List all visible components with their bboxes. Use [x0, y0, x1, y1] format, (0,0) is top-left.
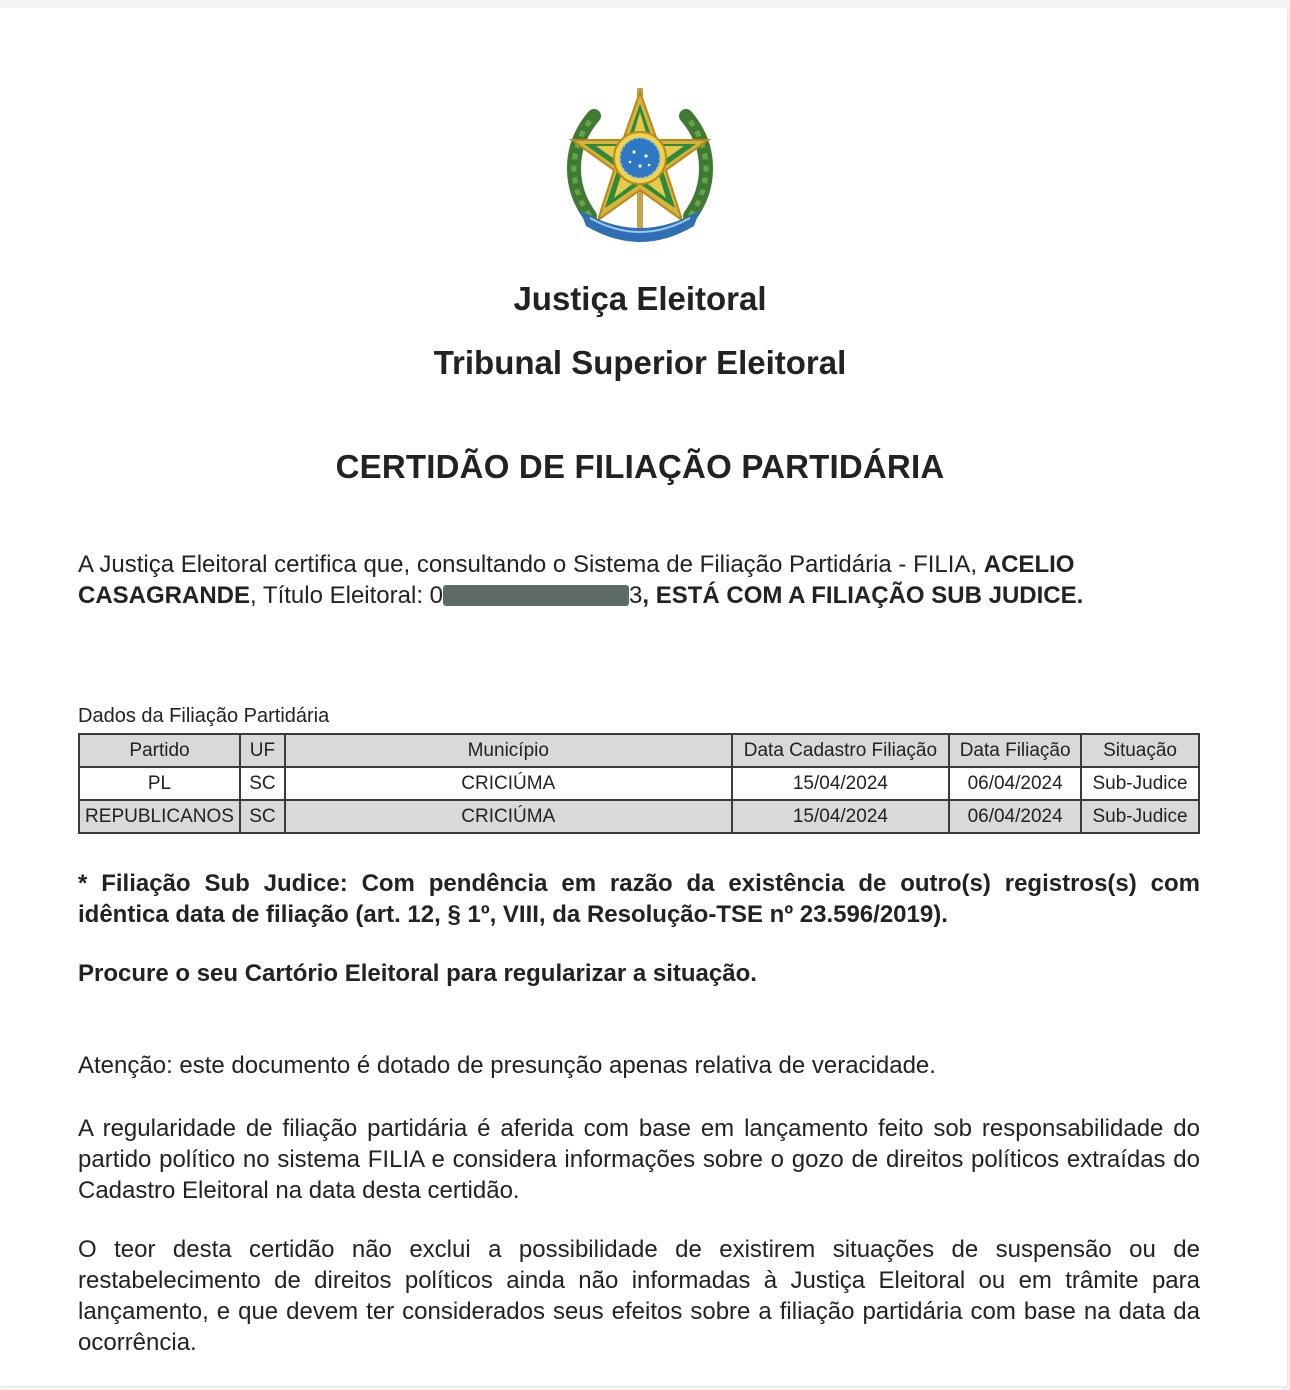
procure-cartorio-text: Procure o seu Cartório Eleitoral para regularizar a situação.	[78, 960, 757, 987]
document-title: CERTIDÃO DE FILIAÇÃO PARTIDÁRIA	[335, 448, 945, 485]
titulo-label: , Título Eleitoral:	[250, 582, 430, 609]
titulo-start: 0	[429, 582, 444, 609]
cell-municipio: CRICIÚMA	[285, 767, 732, 800]
cell-partido: PL	[79, 767, 240, 800]
table-row	[79, 767, 1199, 800]
sub-judice-note: * Filiação Sub Judice: Com pendência em razão da existência de outro(s) registros(s) com idêntica data de filiação (art. 12, § 1º, VIII, da Resolução-TSE nº 23.596/2019).	[78, 870, 1200, 928]
certificate-page	[0, 8, 1287, 1386]
redaction-bar	[443, 585, 629, 606]
header-justica-eleitoral: Justiça Eleitoral	[513, 280, 767, 317]
header-tribunal: Tribunal Superior Eleitoral	[433, 344, 847, 381]
col-data-cadastro: Data Cadastro Filiação	[732, 734, 950, 767]
intro-paragraph	[78, 549, 1200, 611]
voter-name: ACELIO CASAGRANDE	[78, 551, 1075, 609]
regularidade-paragraph: A regularidade de filiação partidária é aferida com base em lançamento feito sob responsabilidade do partido político no sistema FILIA e considera informações sobre o gozo de direitos políticos extraídas do Cadastro Eleitoral na data desta certidão.	[78, 1115, 1200, 1204]
cell-situacao: Sub-Judice	[1081, 767, 1199, 800]
col-data-filiacao: Data Filiação	[949, 734, 1081, 767]
cell-uf: SC	[240, 767, 285, 800]
filiacao-status: , ESTÁ COM A FILIAÇÃO SUB JUDICE.	[642, 582, 1084, 609]
col-partido: Partido	[79, 734, 240, 767]
table-row	[79, 800, 1199, 833]
cell-uf: SC	[240, 800, 285, 833]
col-municipio: Município	[285, 734, 732, 767]
cell-data-cadastro: 15/04/2024	[732, 800, 950, 833]
col-situacao: Situação	[1081, 734, 1199, 767]
cell-data-filiacao: 06/04/2024	[949, 767, 1081, 800]
table-caption: Dados da Filiação Partidária	[78, 705, 330, 727]
cell-partido: REPUBLICANOS	[79, 800, 240, 833]
cell-situacao: Sub-Judice	[1081, 800, 1199, 833]
teor-paragraph: O teor desta certidão não exclui a possibilidade de existirem situações de suspensão ou de restabelecimento de direitos políticos ainda não informadas à Justiça Eleitoral ou em trâmite para lançamento, e que devem ter considerados seus efeitos sobre a filiação partidária com base na data da ocorrência.	[78, 1236, 1200, 1356]
atencao-paragraph: Atenção: este documento é dotado de presunção apenas relativa de veracidade.	[78, 1052, 936, 1079]
table-header-row	[79, 734, 1199, 767]
cell-municipio: CRICIÚMA	[285, 800, 732, 833]
cell-data-cadastro: 15/04/2024	[732, 767, 950, 800]
filiacao-table	[78, 733, 1200, 834]
col-uf: UF	[240, 734, 285, 767]
brazil-coat-of-arms-icon	[560, 86, 720, 242]
titulo-end: 3	[629, 582, 643, 609]
intro-text: A Justiça Eleitoral certifica que, consultando o Sistema de Filiação Partidária - FILIA,	[78, 551, 984, 578]
cell-data-filiacao: 06/04/2024	[949, 800, 1081, 833]
